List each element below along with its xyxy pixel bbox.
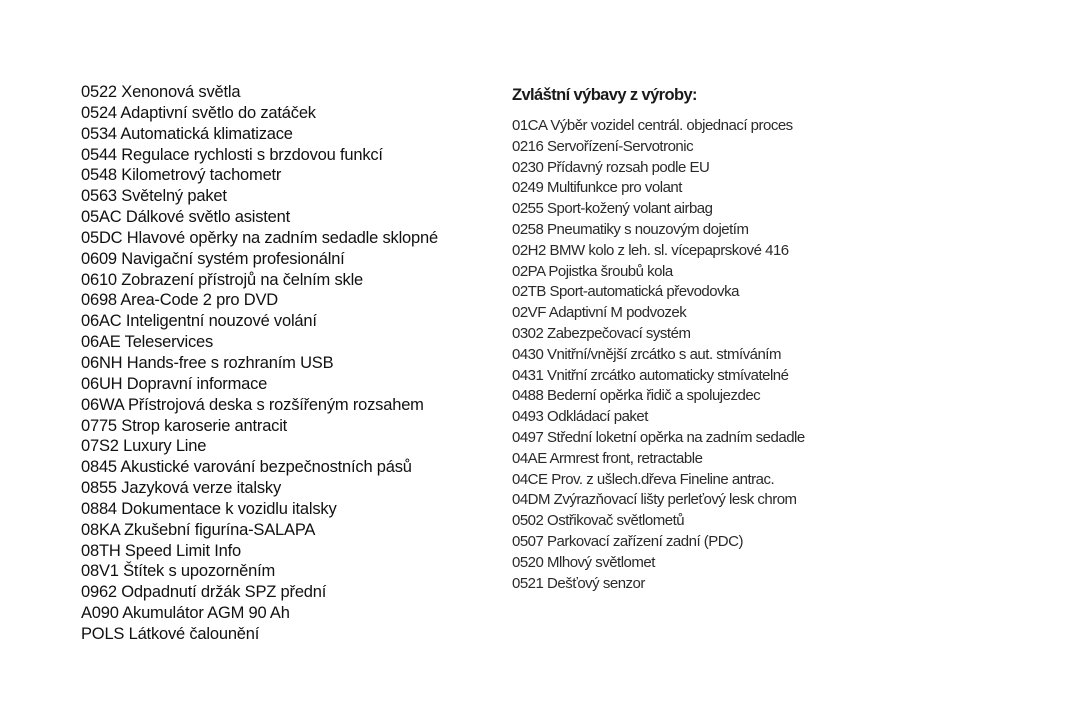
list-item: 0534 Automatická klimatizace [81,124,293,143]
list-item: 0855 Jazyková verze italsky [81,479,282,498]
list-item: 06WA Přístrojová deska s rozšířeným rozsahem [81,395,424,414]
list-item: A090 Akumulátor AGM 90 Ah [81,604,290,623]
list-item: 04AE Armrest front, retractable [512,449,703,467]
list-item: 0544 Regulace rychlosti s brzdovou funkcí [81,145,383,164]
list-item: 0522 Xenonová světla [81,83,241,101]
list-item: 04DM Zvýrazňovací lišty perleťový lesk chrom [512,491,797,509]
list-item: 02H2 BMW kolo z leh. sl. vícepaprskové 416 [512,241,789,259]
list-item: 0488 Bederní opěrka řidič a spolujezdec [512,387,761,405]
list-item: 0493 Odkládací paket [512,408,648,426]
list-item: 07S2 Luxury Line [81,437,207,456]
list-item: 0430 Vnitřní/vnější zrcátko s aut. stmíváním [512,345,781,363]
list-item: POLS Látkové čalounění [81,624,260,643]
list-item: 0258 Pneumatiky s nouzovým dojetím [512,220,749,238]
list-item: 02TB Sport-automatická převodovka [512,283,739,301]
list-item: 05AC Dálkové světlo asistent [81,208,291,227]
list-item: 0249 Multifunkce pro volant [512,179,682,197]
list-item: 0255 Sport-kožený volant airbag [512,200,713,218]
list-item: 0884 Dokumentace k vozidlu italsky [81,499,337,518]
list-item: 08TH Speed Limit Info [81,541,241,560]
list-item: 0845 Akustické varování bezpečnostních pásů [81,458,412,477]
list-item: 0230 Přídavný rozsah podle EU [512,158,710,176]
list-item: 06UH Dopravní informace [81,374,268,393]
list-item: 0520 Mlhový světlomet [512,553,655,571]
list-item: 06AE Teleservices [81,333,214,352]
list-item: 04CE Prov. z ušlech.dřeva Fineline antrac. [512,470,775,488]
list-item: 0502 Ostřikovač světlometů [512,512,685,530]
list-item: 0609 Navigační systém profesionální [81,249,345,268]
list-item: 02PA Pojistka šroubů kola [512,262,673,280]
section-heading: Zvláštní výbavy z výroby: [512,86,697,104]
list-item: 08KA Zkušební figurína-SALAPA [81,520,316,539]
list-item: 0548 Kilometrový tachometr [81,166,282,185]
list-item: 0507 Parkovací zařízení zadní (PDC) [512,532,743,550]
list-item: 0698 Area-Code 2 pro DVD [81,291,278,310]
list-item: 0216 Servořízení-Servotronic [512,137,694,155]
left-options-list [81,82,501,645]
list-item: 06AC Inteligentní nouzové volání [81,312,317,331]
list-item: 0962 Odpadnutí držák SPZ přední [81,583,327,602]
list-item: 0521 Dešťový senzor [512,574,645,592]
list-item: 01CA Výběr vozidel centrál. objednací proces [512,117,793,134]
list-item: 08V1 Štítek s upozorněním [81,562,276,581]
list-item: 0524 Adaptivní světlo do zatáček [81,103,316,122]
list-item: 0497 Střední loketní opěrka na zadním sedadle [512,428,805,446]
list-item: 06NH Hands-free s rozhraním USB [81,353,334,372]
list-item: 0563 Světelný paket [81,187,227,206]
list-item: 0610 Zobrazení přístrojů na čelním skle [81,270,364,289]
list-item: 02VF Adaptivní M podvozek [512,304,687,322]
list-item: 0775 Strop karoserie antracit [81,416,288,435]
list-item: 0302 Zabezpečovací systém [512,324,691,342]
list-item: 05DC Hlavové opěrky na zadním sedadle sklopné [81,228,438,247]
factory-options-section [512,84,842,594]
list-item: 0431 Vnitřní zrcátko automaticky stmívatelné [512,366,789,384]
